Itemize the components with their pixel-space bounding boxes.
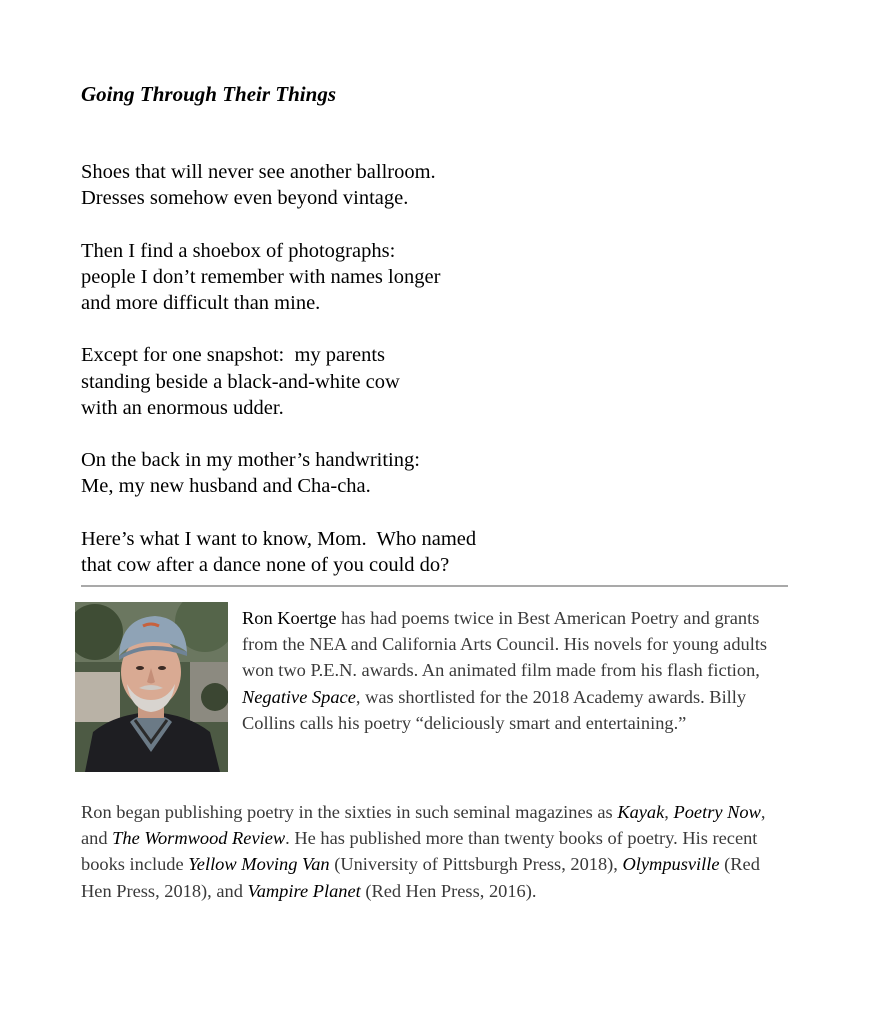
poem-line: Shoes that will never see another ballroom. <box>81 161 436 183</box>
author-photo <box>75 602 228 772</box>
poem-line: that cow after a dance none of you could do? <box>81 553 450 576</box>
bio-text: . He has published more than twenty books of poetry. His recent books include <box>81 828 758 875</box>
bio-text: , was shortlisted for the 2018 Academy awards. Billy Collins calls his poetry “deliciously smart and entertaining.” <box>242 686 747 733</box>
poem-line: Dresses somehow even beyond vintage. <box>81 187 409 210</box>
poem-line: On the back in my mother’s handwriting: <box>81 449 420 472</box>
poem-title: Going Through Their Things <box>81 82 336 106</box>
section-divider <box>81 585 788 587</box>
bio-text: , and <box>81 802 766 849</box>
poem-stanza <box>81 447 781 499</box>
poem-line: Me, my new husband and Cha-cha. <box>81 475 371 498</box>
book-title: Olympusville <box>622 854 720 875</box>
magazine-title: Kayak <box>617 802 665 822</box>
poem-body <box>81 159 781 578</box>
poem-line: people I don’t remember with names longer <box>81 265 441 288</box>
bio-text: has had poems twice in Best American Poetry and grants from the NEA and California Arts Council. His novels for young adults won two P.E.N. awards. An animated film made from his flash fiction, <box>242 608 768 681</box>
author-bio <box>242 605 787 736</box>
author-bio-continued <box>81 799 791 904</box>
bio-text: (Red Hen Press, 2016). <box>360 880 537 901</box>
poem-stanza <box>81 526 781 578</box>
bio-text: (University of Pittsburgh Press, 2018), <box>329 854 623 875</box>
poem-line: standing beside a black-and-white cow <box>81 370 400 393</box>
book-title: Vampire Planet <box>247 880 361 901</box>
poem-stanza <box>81 342 781 421</box>
magazine-title: The Wormwood Review <box>112 828 286 849</box>
book-title: Yellow Moving Van <box>188 854 330 875</box>
poem-line: Here’s what I want to know, Mom. Who named <box>81 527 477 550</box>
poem-line: and more difficult than mine. <box>81 292 321 314</box>
poem-line: with an enormous udder. <box>81 396 284 419</box>
poem-line: Except for one snapshot: my parents <box>81 344 386 367</box>
bio-text: (Red Hen Press, 2018), and <box>81 854 760 901</box>
bio-text: Ron began publishing poetry in the sixties in such seminal magazines as <box>81 802 618 822</box>
bio-text: , <box>664 802 674 822</box>
magazine-title: Poetry Now <box>673 802 761 822</box>
poem-stanza <box>81 238 781 317</box>
poem-line: Then I find a shoebox of photographs: <box>81 239 396 262</box>
poem-stanza <box>81 159 781 211</box>
author-name: Ron Koertge <box>242 608 337 628</box>
film-title: Negative Space <box>242 686 356 707</box>
